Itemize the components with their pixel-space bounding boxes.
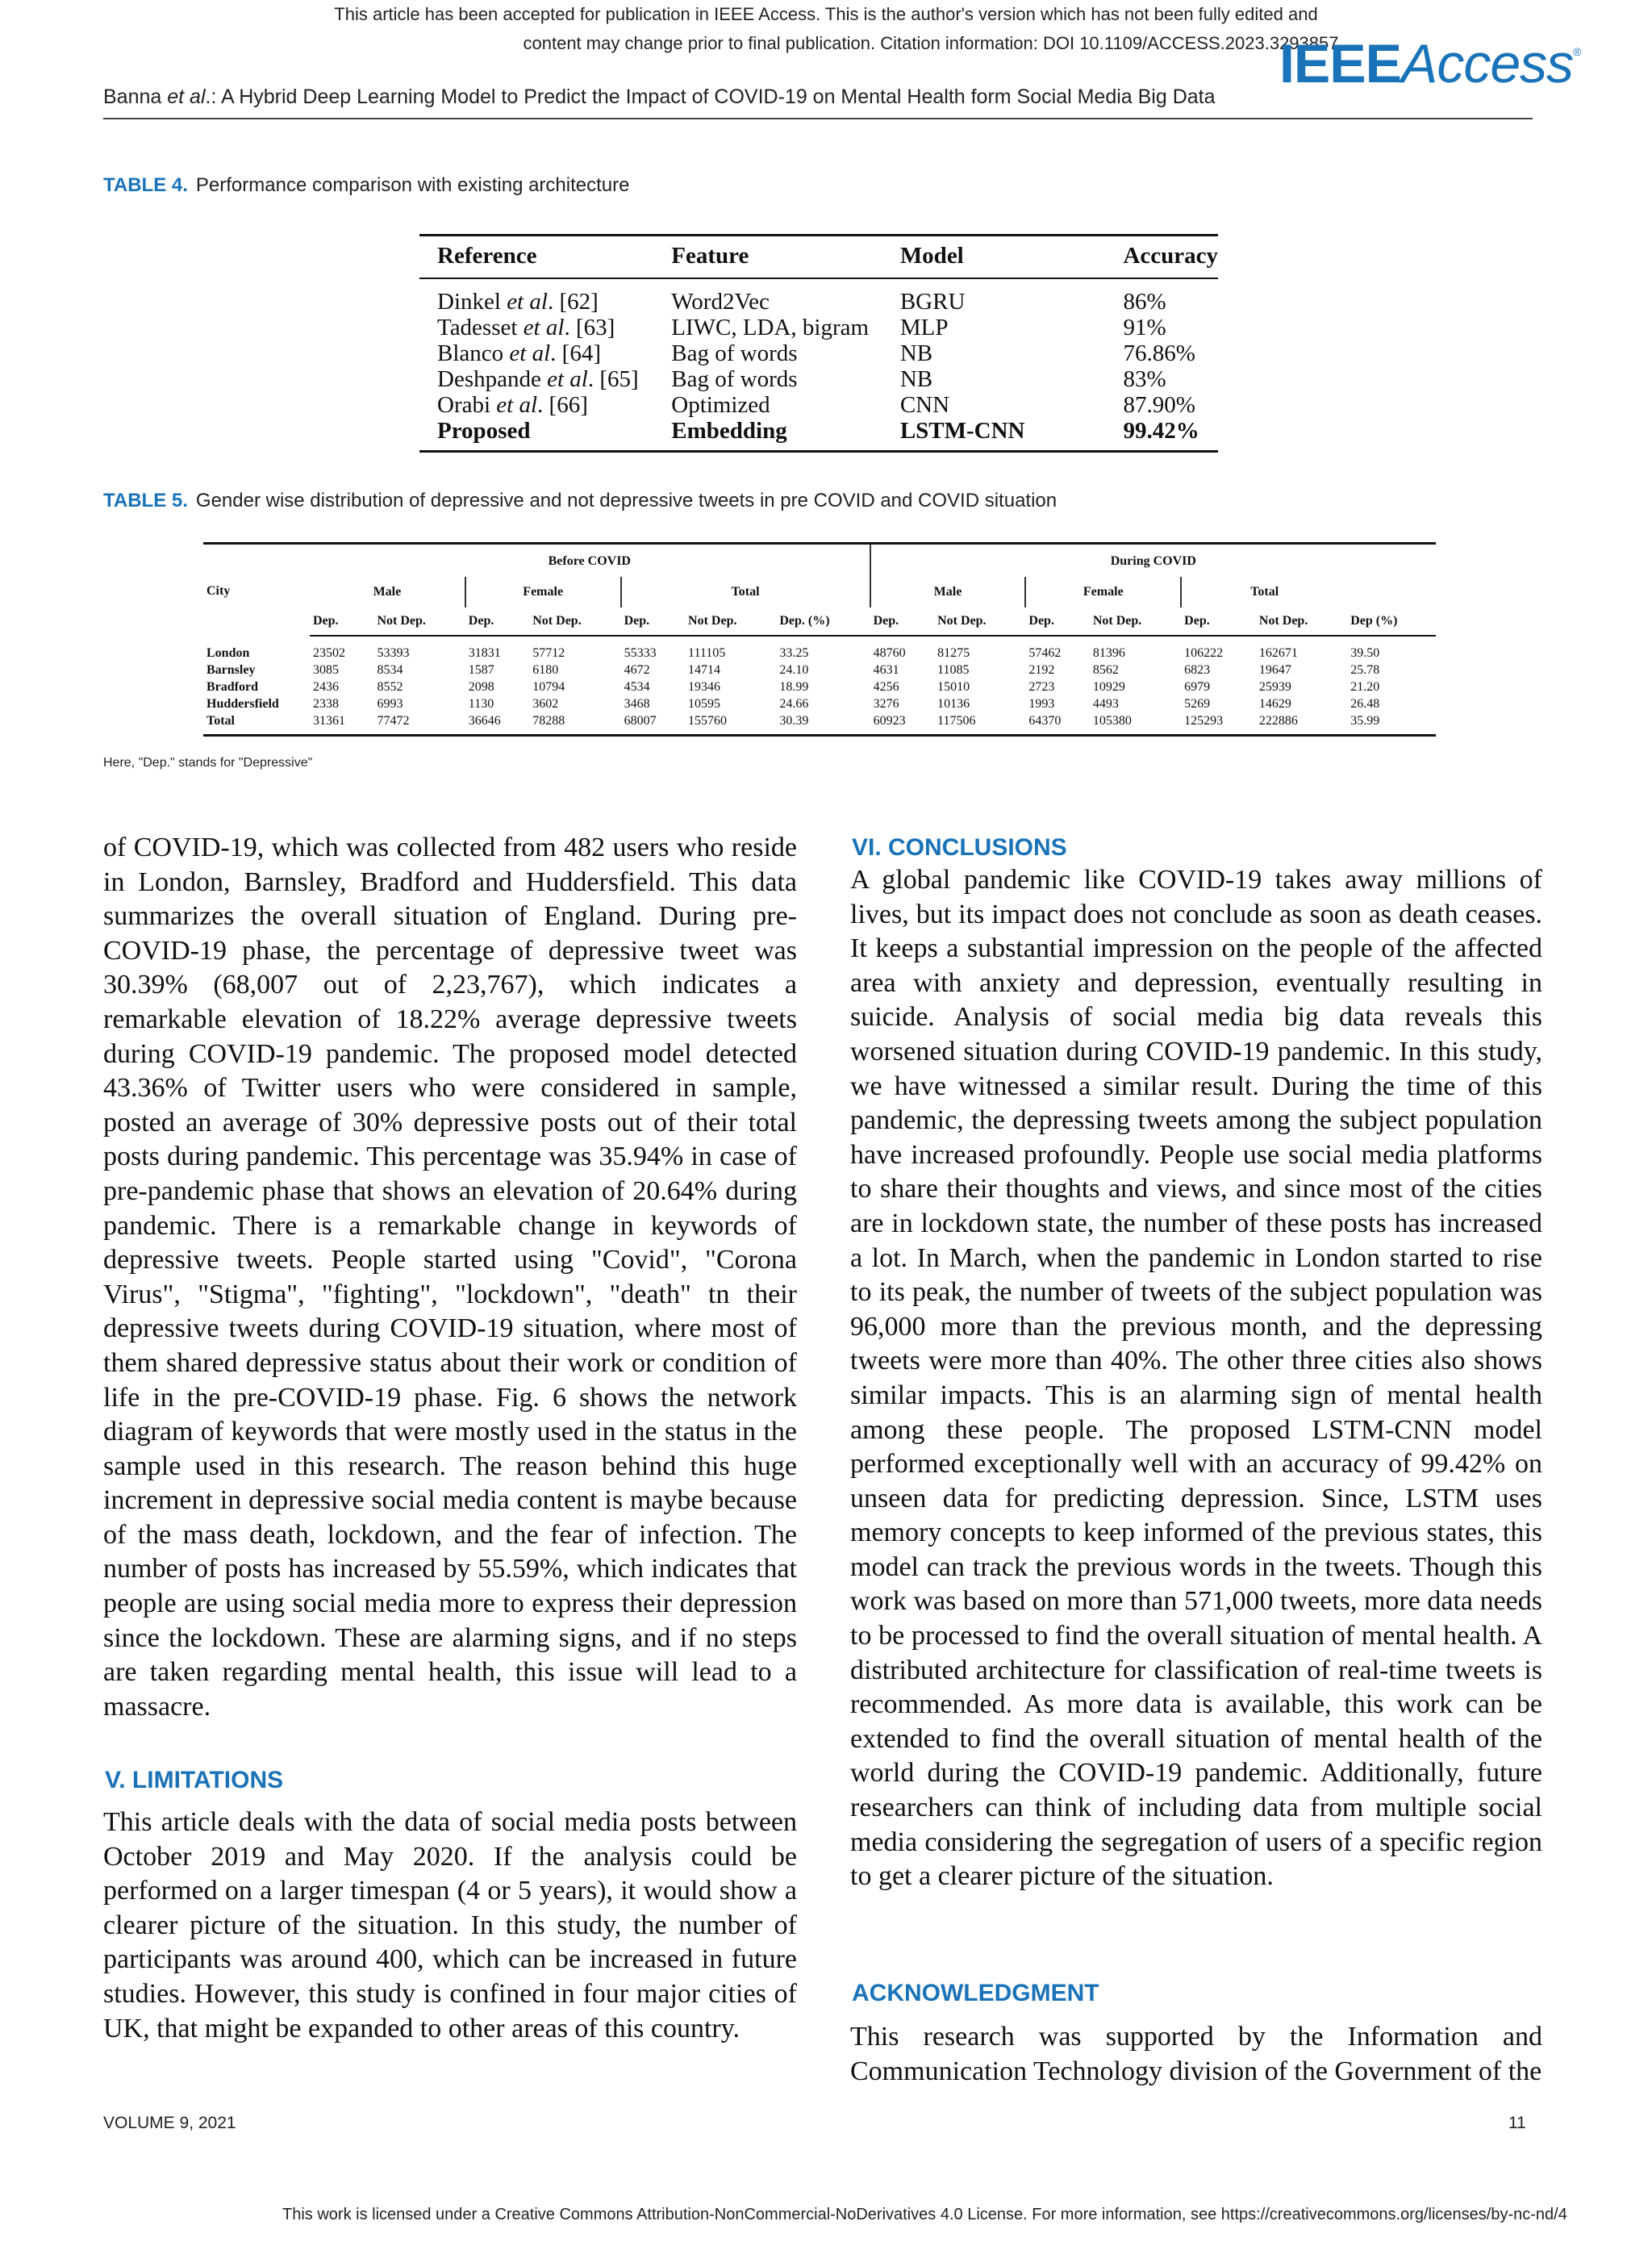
running-header: Banna et al.: A Hybrid Deep Learning Model to Predict the Impact of COVID-19 on Mental Health form Social Media Big Data xyxy=(103,86,1216,108)
table4-cell: 87.90% xyxy=(1123,392,1195,418)
table5-col-header: Not Dep. xyxy=(1090,607,1181,636)
table5-cell: 21.20 xyxy=(1350,680,1380,694)
table5-group-header: Total xyxy=(621,577,870,607)
table4-cell: MLP xyxy=(899,315,949,340)
table5-cell: 30.39 xyxy=(776,712,870,736)
table5-cell: 6979 xyxy=(1184,680,1211,694)
table4-cell: Embedding xyxy=(653,418,882,452)
table5-cell: 125293 xyxy=(1181,712,1256,736)
paragraph-conclusions: A global pandemic like COVID-19 takes away millions of lives, but its impact does not conclude as soon as death ceases. It keeps a substantial impression on the people of the affected area with anxiety and depression, eventually resulting in suicide. Analysis of social media big data reveals this worsened situation during COVID-19 pandemic. In this study, we have witnessed a similar result. During the time of this pandemic, the depressing tweets among the subject population have increased profoundly. People use social media platforms to share their thoughts and views, and since most of the cities are in lockdown state, the number of these posts has increased a lot. In March, when the pandemic in London started to rise to its peak, the number of tweets of the subject population was 96,000 more than the previous month, and the depressing tweets were more than 40%. The other three cities also shows similar impacts. This is an alarming sign of mental health among these people. The proposed LSTM-CNN model performed exceptionally well with an accuracy of 99.42% on unseen data for predicting depression. Since, LSTM uses memory concepts to keep informed of the previous states, this model can track the previous words in the tweets. Though this work was based on more than 571,000 tweets, more data needs to be processed to find the overall situation of mental health. A distributed architecture for classification of real-time tweets is recommended. As more data is available, this work can be extended to find the overall situation of mental health of the world during the COVID-19 pandemic. Additionally, future researchers can think of including data from multiple social media considering the segregation of users of a specific region to get a clearer picture of the situation. xyxy=(850,865,1542,1892)
table5-group-header: Male xyxy=(870,577,1026,607)
table5-cell: 8552 xyxy=(377,680,403,694)
table4-header-row xyxy=(419,236,1218,279)
table5-cell: 2436 xyxy=(313,680,339,694)
table4-body xyxy=(419,278,1218,452)
table5-during-header: During COVID xyxy=(870,544,1436,578)
table5-cell: 10136 xyxy=(937,697,970,711)
table4-label: TABLE 4. xyxy=(103,174,188,196)
section-v-heading: V. LIMITATIONS xyxy=(105,1767,284,1793)
table4-cell: Optimized xyxy=(671,392,770,418)
table5-cell: 15010 xyxy=(937,680,970,694)
table5-cell: 19647 xyxy=(1258,663,1291,677)
table5-cell: 3276 xyxy=(873,697,899,711)
table4 xyxy=(419,234,1218,453)
table4-cell: Deshpande et al. [65] xyxy=(437,366,639,392)
table5-period-row xyxy=(203,544,1436,578)
table4-cell: LSTM-CNN xyxy=(882,418,1106,452)
table5-cell: 78288 xyxy=(529,712,620,736)
table5-group-header: Total xyxy=(1181,577,1347,607)
table5-cell: 10595 xyxy=(688,697,721,711)
table5-row xyxy=(203,695,1436,712)
table5-cell: 81275 xyxy=(937,646,970,660)
table4-cell: 83% xyxy=(1123,366,1166,392)
table5-column-row xyxy=(203,607,1436,636)
table5-row xyxy=(203,678,1436,695)
table5-cell: 57462 xyxy=(1028,646,1062,660)
acknowledgment-heading: ACKNOWLEDGMENT xyxy=(852,1980,1099,2006)
logo-access-text: Access xyxy=(1400,33,1574,94)
table5-cell: 222886 xyxy=(1256,712,1347,736)
paragraph-results: of COVID-19, which was collected from 482 users who reside in London, Barnsley, Bradford and Huddersfield. This data summarizes the overall situation of England. During pre-COVID-19 phase, the percentage of depressive tweet was 30.39% (68,007 out of 2,23,767), which indicates a remarkable elevation of 18.22% average depressive tweets during COVID-19 pandemic. The proposed model detected 43.36% of Twitter users who were considered in sample, posted an average of 30% depressive posts out of their total posts during pandemic. This percentage was 35.94% in case of pre-pandemic phase that shows an elevation of 20.64% during pandemic. There is a remarkable change in keywords of depressive tweets. People started using "Covid", "Corona Virus", "Stigma", "fighting", "lockdown", "death" tn their depressive tweets during COVID-19 situation, where most of them shared depressive status about their work or condition of life in the pre-COVID-19 phase. Fig. 6 shows the network diagram of keywords that were mostly used in the status in the sample used in this research. The reason behind this huge increment in depressive social media content is maybe because of the mass death, lockdown, and the fear of infection. The number of posts has increased by 55.59%, which indicates that people are using social media more to express their depression since the lockdown. These are alarming signs, and if no steps are taken regarding mental health, this issue will lead to a massacre. xyxy=(103,833,797,1722)
table5-col-header: Dep. xyxy=(870,607,934,636)
table5-cell: 64370 xyxy=(1025,712,1089,736)
table5-cell: 25.78 xyxy=(1350,663,1380,677)
table5-city-header: City xyxy=(203,544,310,637)
table5-cell: 77472 xyxy=(373,712,465,736)
table5-col-header: Not Dep. xyxy=(529,607,620,636)
table5-cell: 111105 xyxy=(688,646,726,660)
table4-header-cell: Feature xyxy=(653,236,882,279)
paragraph-acknowledgment: This research was supported by the Information and Communication Technology division of the Government of the xyxy=(850,2022,1542,2086)
table5-caption xyxy=(103,490,1057,512)
header-rule xyxy=(103,118,1533,119)
logo-ieee-text: IEEE xyxy=(1279,33,1401,94)
table5-cell: 60923 xyxy=(870,712,934,736)
table5-col-header: Dep. xyxy=(1181,607,1256,636)
table5-col-header: Dep. xyxy=(621,607,685,636)
table5-cell: 1130 xyxy=(468,697,494,711)
table4-cell: Bag of words xyxy=(671,366,798,392)
table5-cell: 53393 xyxy=(377,646,410,660)
table5-cell: 10929 xyxy=(1092,680,1125,694)
table5-cell: 155760 xyxy=(685,712,776,736)
table4-row xyxy=(419,315,1218,340)
table5-cell: 162671 xyxy=(1258,646,1298,660)
table5-cell: 81396 xyxy=(1092,646,1125,660)
table5-cell: 8562 xyxy=(1092,663,1119,677)
section-vi-body xyxy=(850,863,1542,1894)
table5-cell: 39.50 xyxy=(1350,646,1380,660)
table5-caption-text: Gender wise distribution of depressive and not depressive tweets in pre COVID and COVID situation xyxy=(195,490,1058,511)
table4-cell: 86% xyxy=(1123,289,1166,315)
table4-cell: LIWC, LDA, bigram xyxy=(671,315,870,340)
table5-city-cell: Barnsley xyxy=(206,663,256,677)
table5-cell: 6180 xyxy=(532,663,559,677)
table5-group-header: Male xyxy=(373,585,402,599)
table4-cell: NB xyxy=(899,340,933,366)
table5-col-header: Dep (%) xyxy=(1347,607,1436,636)
table5-label: TABLE 5. xyxy=(103,490,188,511)
notice-line-1: This article has been accepted for publication in IEEE Access. This is the author's version which has not been fully edited and xyxy=(334,4,1318,24)
table5 xyxy=(203,542,1436,737)
table5-col-header: Not Dep. xyxy=(934,607,1025,636)
table5-city-cell: Total xyxy=(203,712,310,736)
acknowledgment-body xyxy=(850,2020,1542,2089)
table4-cell: 76.86% xyxy=(1123,340,1195,366)
table4-caption-text: Performance comparison with existing architecture xyxy=(195,174,630,196)
table5-cell: 14714 xyxy=(688,663,721,677)
table5-cell: 3085 xyxy=(313,663,339,677)
table5-city-cell: Huddersfield xyxy=(206,697,279,711)
table4-cell: Tadesset et al. [63] xyxy=(437,315,615,340)
table5-note: Here, "Dep." stands for "Depressive" xyxy=(103,756,313,770)
table5-cell: 55333 xyxy=(624,646,657,660)
table5-city-cell: Bradford xyxy=(206,680,258,694)
notice-line-2: content may change prior to final publication. Citation information: DOI 10.1109/ACCESS.2023.3293857 xyxy=(523,33,1339,53)
table4-cell: BGRU xyxy=(899,289,966,315)
table5-cell: 33.25 xyxy=(779,646,809,660)
table5-cell: 57712 xyxy=(532,646,565,660)
table5-cell: 6993 xyxy=(377,697,403,711)
table5-city-cell: London xyxy=(206,645,250,660)
table5-cell: 2192 xyxy=(1028,663,1055,677)
ieee-access-logo: IEEEAccess® xyxy=(1279,33,1581,94)
table4-cell: Word2Vec xyxy=(671,289,770,315)
table5-cell: 10794 xyxy=(532,680,565,694)
table5-cell: 2723 xyxy=(1028,680,1055,694)
table5-cell: 36646 xyxy=(465,712,529,736)
table5-group-header: Female xyxy=(1025,577,1181,607)
table4-header-cell: Reference xyxy=(419,236,653,279)
table5-row xyxy=(203,636,1436,662)
table5-body xyxy=(203,636,1436,736)
table5-cell: 31361 xyxy=(310,712,373,736)
table5-cell: 4631 xyxy=(873,663,899,677)
table5-group-row xyxy=(203,577,1436,607)
table5-cell: 3602 xyxy=(532,697,559,711)
license-footer: This work is licensed under a Creative Commons Attribution-NonCommercial-NoDerivatives 4.0 License. For more information, see https://creativecommons.org/licenses/by-nc-nd/4 xyxy=(282,2206,1567,2223)
table5-cell: 48760 xyxy=(873,646,906,660)
table5-cell: 6823 xyxy=(1184,663,1211,677)
table4-cell: Orabi et al. [66] xyxy=(437,392,588,418)
table5-group-header: Female xyxy=(465,577,621,607)
table5-cell: 31831 xyxy=(468,646,501,660)
table5-cell: 19346 xyxy=(688,680,721,694)
table5-cell: 1993 xyxy=(1028,697,1055,711)
table5-cell: 25939 xyxy=(1258,680,1291,694)
table5-col-header: Dep. xyxy=(465,607,529,636)
table5-before-header: Before COVID xyxy=(310,544,870,578)
table4-cell: NB xyxy=(899,366,933,392)
table5-cell: 11085 xyxy=(937,663,970,677)
table4-row xyxy=(419,366,1218,392)
table5-cell: 26.48 xyxy=(1350,697,1380,711)
table4-cell: Proposed xyxy=(419,418,653,452)
table5-cell: 14629 xyxy=(1258,697,1291,711)
table5-row xyxy=(203,712,1436,736)
table5-cell: 2338 xyxy=(313,697,339,711)
section-vi-heading: VI. CONCLUSIONS xyxy=(852,834,1067,861)
table5-cell: 2098 xyxy=(468,680,494,694)
table5-cell: 4493 xyxy=(1092,697,1119,711)
left-column-paragraph xyxy=(103,831,797,1724)
table5-cell: 105380 xyxy=(1090,712,1181,736)
table5-col-header: Dep. xyxy=(1025,607,1089,636)
table5-cell: 4256 xyxy=(873,680,899,694)
table5-row xyxy=(203,662,1436,678)
table5-cell: 8534 xyxy=(377,663,403,677)
table5-col-header: Dep. (%) xyxy=(776,607,870,636)
table4-header-cell: Model xyxy=(882,236,1106,279)
table4-row xyxy=(419,392,1218,418)
table5-cell: 117506 xyxy=(934,712,1025,736)
table4-cell: Bag of words xyxy=(671,340,798,366)
table5-cell: 68007 xyxy=(621,712,685,736)
table5-cell: 24.66 xyxy=(779,697,809,711)
section-v-body xyxy=(103,1806,797,2046)
table5-cell: 3468 xyxy=(624,697,650,711)
page-number: 11 xyxy=(1508,2114,1526,2132)
table5-col-header: Not Dep. xyxy=(373,607,465,636)
table5-cell: 5269 xyxy=(1184,697,1211,711)
table5-cell: 35.99 xyxy=(1347,712,1436,736)
table4-cell: 99.42% xyxy=(1105,418,1218,452)
table4-cell: CNN xyxy=(899,392,950,418)
footer-volume: VOLUME 9, 2021 xyxy=(103,2114,236,2132)
table4-cell: 91% xyxy=(1123,315,1166,340)
table5-col-header: Dep. xyxy=(310,607,373,636)
table5-col-header: Not Dep. xyxy=(1256,607,1347,636)
paragraph-limitations: This article deals with the data of social media posts between October 2019 and May 2020. If the analysis could be performed on a larger timespan (4 or 5 years), it would show a clearer picture of the situation. In this study, the number of participants was around 400, which can be increased in future studies. However, this study is confined in four major cities of UK, that might be expanded to other areas of this country. xyxy=(103,1807,797,2044)
table5-cell: 1587 xyxy=(468,663,494,677)
table5-cell: 4534 xyxy=(624,680,650,694)
table4-header-cell: Accuracy xyxy=(1105,236,1218,279)
table4-caption xyxy=(103,174,629,197)
table4-row xyxy=(419,278,1218,315)
table4-row xyxy=(419,340,1218,366)
table5-cell: 4672 xyxy=(624,663,650,677)
table5-cell: 106222 xyxy=(1184,646,1224,660)
table5-cell: 24.10 xyxy=(779,663,809,677)
table5-cell: 23502 xyxy=(313,646,345,660)
table4-cell: Blanco et al. [64] xyxy=(437,340,601,366)
table5-cell: 18.99 xyxy=(779,680,809,694)
table4-cell: Dinkel et al. [62] xyxy=(437,289,599,315)
table5-col-header: Not Dep. xyxy=(685,607,776,636)
table4-row xyxy=(419,418,1218,452)
